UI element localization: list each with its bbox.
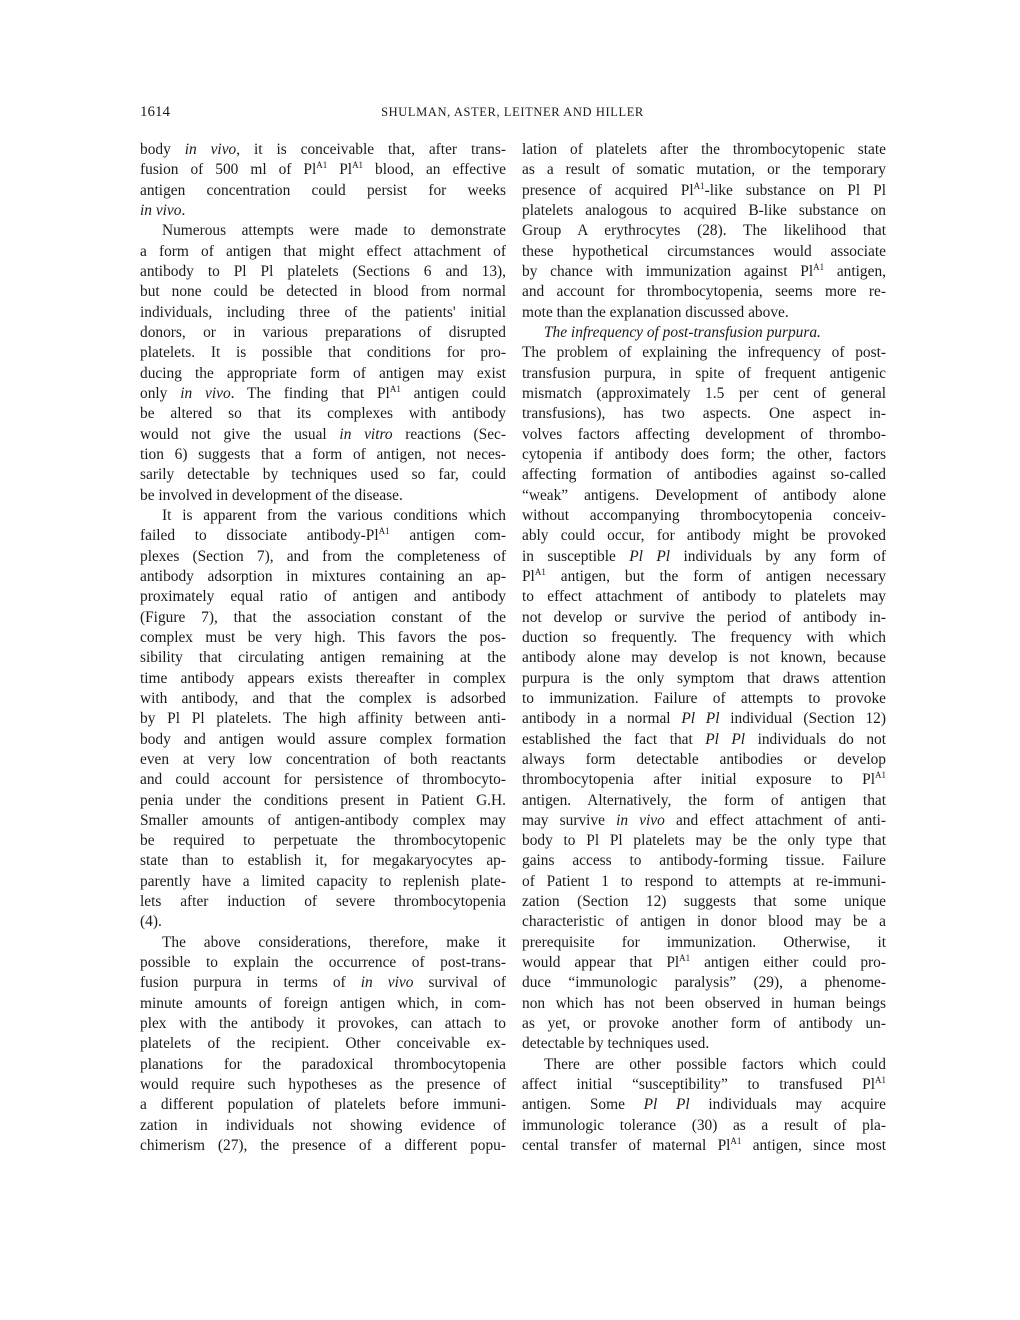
text-run: (Figure 7), that the association constant of the (140, 608, 506, 626)
text-run: of Patient 1 to respond to attempts at re-immuni- (522, 872, 886, 890)
text-line (522, 648, 886, 668)
text-run: antibody adsorption in mixtures containing an ap- (140, 567, 506, 585)
text-run: by Pl Pl platelets. The high affinity between anti- (140, 710, 506, 728)
text-line (140, 730, 506, 750)
text-line (140, 465, 506, 485)
text-line (140, 486, 506, 506)
text-line (522, 1136, 886, 1156)
text-run: be involved in development of the disease. (140, 486, 403, 504)
text-run: body to Pl Pl platelets may be the only type that (522, 832, 886, 850)
text-line (140, 303, 506, 323)
italic-text: Pl Pl (681, 710, 720, 728)
text-line (140, 648, 506, 668)
paragraph (522, 323, 886, 1055)
text-run: (4). (140, 913, 162, 931)
text-line (140, 181, 506, 201)
text-line (522, 262, 886, 282)
text-run: be required to perpetuate the thrombocytopenic (140, 832, 506, 850)
text-line (522, 994, 886, 1014)
text-run: these hypothetical circumstances would associate (522, 242, 886, 260)
text-run: duce “immunologic paralysis” (29), a phenome- (522, 974, 886, 992)
text-line (140, 160, 506, 180)
paragraph (140, 221, 506, 506)
text-line (140, 201, 506, 221)
text-run: established the fact that (522, 730, 706, 748)
text-run: lets after induction of severe thrombocytopenia (140, 893, 506, 911)
text-line (140, 1055, 506, 1075)
text-run: Smaller amounts of antigen-antibody complex may (140, 811, 506, 829)
text-line (140, 364, 506, 384)
text-run: antigen concentration could persist for weeks (140, 181, 506, 199)
running-head: SHULMAN, ASTER, LEITNER AND HILLER (381, 105, 644, 119)
text-run: cytopenia if antibody does form; the other, factors (522, 445, 886, 463)
text-run: thrombocytopenia after initial exposure to Pl (522, 771, 875, 789)
text-line (140, 791, 506, 811)
text-run: to immunization. Failure of attempts to provoke (522, 689, 886, 707)
text-line (522, 160, 886, 180)
text-line (140, 1075, 506, 1095)
text-run: and account for thrombocytopenia, seems more re- (522, 283, 886, 301)
superscript: A1 (875, 1075, 886, 1086)
superscript: A1 (693, 180, 705, 191)
text-line (522, 140, 886, 160)
text-run: chimerism (27), the presence of a different popu- (140, 1137, 506, 1155)
text-run: be altered so that its complexes with antibody (140, 405, 506, 423)
text-line (522, 953, 886, 973)
italic-text: in vivo (140, 201, 182, 219)
text-line (140, 1014, 506, 1034)
text-line (140, 973, 506, 993)
text-run: complex must be very high. This favors the pos- (140, 628, 506, 646)
text-line (140, 343, 506, 363)
paragraph (522, 140, 886, 323)
text-run: and could account for persistence of thrombocyto- (140, 771, 506, 789)
text-run: antibody in a normal (522, 710, 682, 728)
text-run: body and antigen would assure complex formation (140, 730, 506, 748)
text-line (140, 872, 506, 892)
text-line (522, 912, 886, 932)
text-run: affecting formation of antibodies against so-called (522, 466, 886, 484)
text-line (522, 364, 886, 384)
text-run: prerequisite for immunization. Otherwise, it (522, 933, 886, 951)
text-run: plexes (Section 7), and from the completeness of (140, 547, 506, 565)
text-line (522, 709, 886, 729)
text-run: a form of antigen that might effect attachment of (140, 242, 506, 260)
paragraph (140, 506, 506, 933)
text-line (140, 140, 506, 160)
paragraph (140, 933, 506, 1157)
text-run: plex with the antibody it provokes, can attach to (140, 1015, 506, 1033)
text-run: volves factors affecting development of thrombo- (522, 425, 886, 443)
text-run: antigen, but the form of antigen necessary (545, 567, 886, 585)
text-line (140, 811, 506, 831)
text-run: donors, or in various preparations of disrupted (140, 323, 506, 341)
text-line (140, 628, 506, 648)
italic-text: Pl Pl (643, 1096, 690, 1114)
text-line (522, 404, 886, 424)
left-column (140, 140, 506, 1156)
text-run: individuals, including three of the patients' initial (140, 303, 506, 321)
text-run: fusion of 500 ml of Pl (140, 161, 317, 179)
text-line (522, 567, 886, 587)
text-line (522, 1014, 886, 1034)
text-run: detectable by techniques used. (522, 1035, 710, 1053)
text-run: antibody alone may develop is not known, because (522, 649, 886, 667)
text-line (522, 1075, 886, 1095)
text-line (522, 669, 886, 689)
text-line (522, 973, 886, 993)
text-run: ducing the appropriate form of antigen may exist (140, 364, 506, 382)
text-line (522, 831, 886, 851)
italic-text: in vivo (360, 974, 414, 992)
superscript: A1 (316, 160, 328, 171)
text-run: presence of acquired Pl (522, 181, 694, 199)
text-line (140, 221, 506, 241)
paragraph (140, 140, 506, 221)
text-line (140, 1116, 506, 1136)
text-run: body (140, 141, 185, 158)
text-line (140, 750, 506, 770)
text-line (522, 689, 886, 709)
text-run: would appear that Pl (522, 954, 680, 972)
text-line (140, 445, 506, 465)
italic-text: The infrequency of post-transfusion purpura. (544, 323, 821, 341)
text-line (140, 323, 506, 343)
text-run: parently have a limited capacity to replenish plate- (140, 872, 506, 890)
text-run: ably could occur, for antibody might be provoked (522, 527, 886, 545)
text-run: as a result of somatic mutation, or the temporary (522, 161, 886, 179)
text-line (140, 242, 506, 262)
text-line (522, 303, 886, 323)
text-run: with antibody, and that the complex is adsorbed (140, 689, 506, 707)
text-line (522, 1034, 886, 1054)
text-run: would not give the usual (140, 425, 340, 443)
text-run: zation in individuals not showing evidence of (140, 1116, 506, 1134)
text-line (522, 465, 886, 485)
text-run: possible to explain the occurrence of post-trans- (140, 954, 506, 972)
text-run: Pl (522, 567, 535, 585)
text-run: . (181, 201, 186, 219)
text-line (522, 770, 886, 790)
text-run: tion 6) suggests that a form of antigen, not neces- (140, 445, 506, 463)
text-run: characteristic of antigen in donor blood may be a (522, 913, 886, 931)
text-line (140, 709, 506, 729)
text-line (140, 669, 506, 689)
text-run: failed to dissociate antibody-Pl (140, 527, 379, 545)
text-run: state than to establish it, for megakaryocytes ap- (140, 852, 506, 870)
italic-text: in vivo (616, 811, 665, 829)
text-run: minute amounts of foreign antigen which, in com- (140, 994, 506, 1012)
text-run: to effect attachment of antibody to platelets may (522, 588, 886, 606)
text-line (140, 608, 506, 628)
text-run: sarily detectable by techniques used so far, could (140, 466, 506, 484)
text-run: platelets of the recipient. Other conceivable ex- (140, 1035, 506, 1053)
text-run: purpura is the only symptom that draws attention (522, 669, 886, 687)
text-run: would require such hypotheses as the presence of (140, 1076, 506, 1094)
text-run: There are other possible factors which could (544, 1055, 886, 1073)
text-line (522, 608, 886, 628)
text-line (522, 933, 886, 953)
text-run: blood, an effective (363, 161, 506, 179)
text-line (522, 343, 886, 363)
text-run: cental transfer of maternal Pl (522, 1137, 731, 1155)
text-run: transfusion purpura, in spite of frequent antigenic (522, 364, 886, 382)
text-run: antigen, since most (741, 1137, 887, 1155)
text-run: Pl (327, 161, 353, 179)
text-run: not develop or survive the period of antibody in- (522, 608, 886, 626)
text-run: The above considerations, therefore, make it (162, 933, 506, 951)
superscript: A1 (875, 770, 886, 781)
text-run: fusion purpura in terms of (140, 974, 361, 992)
text-run: affect initial “susceptibility” to transfused Pl (522, 1076, 875, 1094)
italic-text: Pl Pl (705, 730, 746, 748)
text-line (140, 547, 506, 567)
text-line (522, 730, 886, 750)
text-line (522, 811, 886, 831)
text-line (522, 1055, 886, 1075)
text-run: survival of (413, 974, 506, 992)
text-line (140, 892, 506, 912)
italic-text: Pl Pl (629, 547, 671, 565)
superscript: A1 (813, 261, 825, 272)
text-run: individuals by any form of (670, 547, 886, 565)
text-run: gains access to antibody-forming tissue. Failure (522, 852, 886, 870)
text-run: by chance with immunization against Pl (522, 262, 814, 280)
text-line (140, 567, 506, 587)
text-line (140, 953, 506, 973)
text-run: individuals do not (745, 730, 886, 748)
text-run: but none could be detected in blood from normal (140, 283, 506, 301)
text-run: platelets. It is possible that conditions for pro- (140, 344, 506, 362)
text-line (140, 994, 506, 1014)
text-line (522, 323, 886, 343)
text-line (140, 384, 506, 404)
text-line (140, 1095, 506, 1115)
text-run: always form detectable antibodies or develop (522, 750, 886, 768)
text-line (140, 851, 506, 871)
text-line (522, 242, 886, 262)
text-line (140, 1136, 506, 1156)
text-line (522, 282, 886, 302)
text-run: zation (Section 12) suggests that some unique (522, 893, 886, 911)
text-run: proximately equal ratio of antigen and antibody (140, 588, 506, 606)
superscript: A1 (378, 526, 390, 537)
text-run: lation of platelets after the thrombocytopenic state (522, 141, 886, 158)
text-run: antigen could (400, 384, 506, 402)
text-line (522, 221, 886, 241)
italic-text: in vitro (339, 425, 393, 443)
text-line (522, 506, 886, 526)
text-run: antigen. Alternatively, the form of antigen that (522, 791, 886, 809)
text-run: a different population of platelets before immuni- (140, 1096, 506, 1114)
text-line (522, 791, 886, 811)
text-run: only (140, 384, 181, 402)
text-line (140, 770, 506, 790)
text-run: antigen either could pro- (690, 954, 886, 972)
text-line (522, 201, 886, 221)
text-run: mote than the explanation discussed above. (522, 303, 789, 321)
text-line (522, 892, 886, 912)
text-run: duction so frequently. The frequency with which (522, 628, 886, 646)
text-line (140, 262, 506, 282)
page-header (140, 104, 885, 126)
text-run: non which has not been observed in human beings (522, 994, 886, 1012)
text-run: planations for the paradoxical thrombocytopenia (140, 1055, 506, 1073)
italic-text: in vivo (184, 141, 237, 158)
text-run: without accompanying thrombocytopenia conceiv- (522, 506, 886, 524)
superscript: A1 (352, 160, 364, 171)
text-run: antigen, (824, 262, 886, 280)
text-run: in susceptible (522, 547, 630, 565)
text-run: mismatch (approximately 1.5 per cent of general (522, 384, 886, 402)
italic-text: in vivo (180, 384, 231, 402)
text-run: individual (Section 12) (719, 710, 886, 728)
text-line (522, 384, 886, 404)
text-run: and effect attachment of anti- (664, 811, 886, 829)
text-run: The problem of explaining the infrequency of post- (522, 344, 886, 362)
text-line (522, 547, 886, 567)
paragraph (522, 1055, 886, 1157)
text-run: as yet, or provoke another form of antibody un- (522, 1015, 886, 1033)
text-line (140, 831, 506, 851)
text-line (522, 587, 886, 607)
text-line (140, 526, 506, 546)
text-line (522, 425, 886, 445)
text-run: antigen com- (389, 527, 506, 545)
superscript: A1 (389, 383, 401, 394)
text-run: Group A erythrocytes (28). The likelihood that (522, 222, 886, 240)
text-line (522, 851, 886, 871)
text-run: , it is conceivable that, after trans- (236, 141, 506, 158)
text-run: antigen. Some (522, 1096, 644, 1114)
text-line (522, 445, 886, 465)
page-number: 1614 (140, 104, 170, 120)
text-run: Numerous attempts were made to demonstrate (162, 222, 506, 240)
text-line (522, 486, 886, 506)
text-run: individuals may acquire (689, 1096, 886, 1114)
text-run: even at very low concentration of both reactants (140, 750, 506, 768)
text-run: immunologic tolerance (30) as a result of pla- (522, 1116, 886, 1134)
text-run: . The finding that Pl (230, 384, 390, 402)
text-line (522, 628, 886, 648)
text-run: reactions (Sec- (392, 425, 507, 443)
right-column (522, 140, 886, 1156)
text-line (522, 181, 886, 201)
text-line (140, 425, 506, 445)
text-line (140, 912, 506, 932)
text-line (522, 750, 886, 770)
text-line (140, 1034, 506, 1054)
text-run: antibody to Pl Pl platelets (Sections 6 and 13), (140, 262, 506, 280)
text-line (522, 1095, 886, 1115)
text-run: -like substance on Pl Pl (704, 181, 886, 199)
superscript: A1 (534, 566, 546, 577)
text-line (140, 689, 506, 709)
text-line (522, 872, 886, 892)
text-run: may survive (522, 811, 617, 829)
text-line (140, 404, 506, 424)
text-line (140, 282, 506, 302)
text-line (140, 933, 506, 953)
text-run: platelets analogous to acquired B-like substance on (522, 201, 886, 219)
text-run: time antibody appears exists thereafter in complex (140, 669, 506, 687)
superscript: A1 (730, 1136, 742, 1147)
text-run: sibility that circulating antigen remaining at the (140, 649, 506, 667)
text-line (522, 1116, 886, 1136)
text-run: “weak” antigens. Development of antibody alone (522, 486, 886, 504)
text-line (140, 587, 506, 607)
superscript: A1 (679, 953, 691, 964)
text-run: It is apparent from the various conditions which (162, 506, 506, 524)
text-run: transfusions), has two aspects. One aspect in- (522, 405, 886, 423)
text-line (522, 526, 886, 546)
text-run: penia under the conditions present in Patient G.H. (140, 791, 506, 809)
text-line (140, 506, 506, 526)
